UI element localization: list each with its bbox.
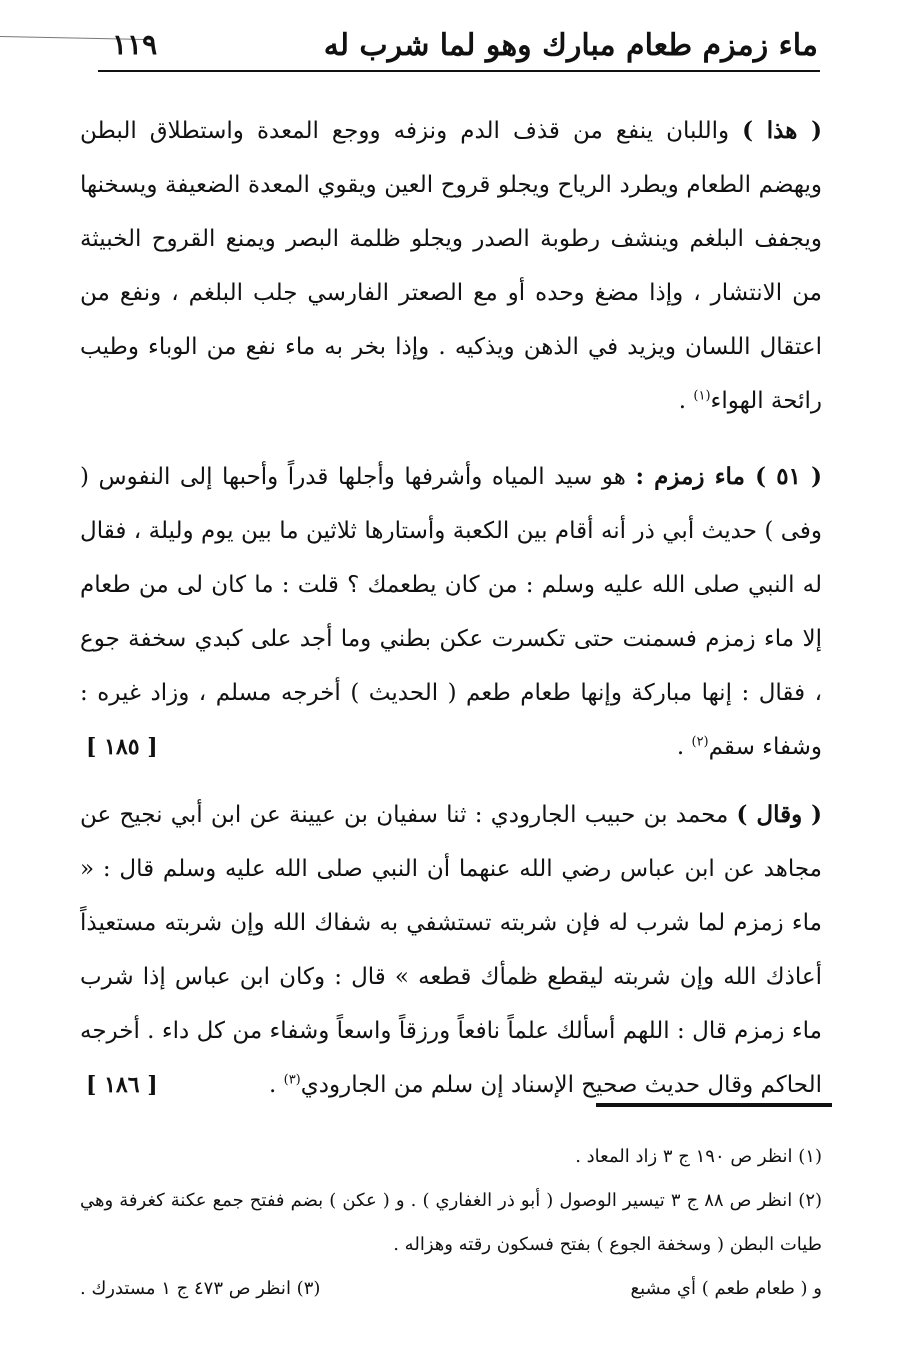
footnote-1: (١) انظر ص ١٩٠ ج ٣ زاد المعاد . xyxy=(575,1146,822,1167)
paragraph-text: محمد بن حبيب الجارودي : ثنا سفيان بن عيينة عن ابن أبي نجيح عن مجاهد عن ابن عباس رضي الله عنهما أن النبي صلى الله عليه وسلم قال : « ماء زمزم لما شرب له فإن شربته تستشفي به شفاك الله وإن شربته مستعيذاً أعاذك الله وإن شربته ليقطع ظمأك قطعه » قال : وكان ابن عباس إذا شرب ماء زمزم قال : اللهم أسألك علماً نافعاً ورزقاً واسعاً وشفاء من كل داء . أخرجه الحاكم وقال حديث صحيح الإسناد إن سلم من الجارودي xyxy=(80,802,822,1098)
footnote-3: (٣) انظر ص ٤٧٣ ج ١ مستدرك . xyxy=(80,1278,321,1299)
paragraph-tail: . xyxy=(678,388,694,414)
paragraph-frankincense xyxy=(80,104,822,428)
hadith-reference-number: [ ١٨٥ ] xyxy=(86,734,158,760)
footnote-marker: (٣) xyxy=(283,1072,301,1088)
paragraph-lead: ( هذا ) xyxy=(742,117,822,144)
footnote-separator xyxy=(596,1103,832,1107)
running-header xyxy=(98,22,818,68)
header-title: ماء زمزم طعام مبارك وهو لما شرب له xyxy=(323,28,818,63)
header-rule xyxy=(98,70,820,72)
footnote-line-last xyxy=(80,1267,822,1311)
paragraph-jarudi xyxy=(80,788,822,1112)
footnote-2: (٢) انظر ص ٨٨ ج ٣ تيسير الوصول ( أبو ذر الغفاري ) . و ( عكن ) بضم ففتح جمع عكنة كغرفة وهي طيات البطن ( وسخفة الجوع ) بفتح فسكون رقته وهزاله . xyxy=(80,1190,823,1255)
section-heading-zamzam: ( ٥١ ) ماء زمزم : xyxy=(635,463,823,490)
hadith-reference-number: [ ١٨٦ ] xyxy=(86,1072,158,1098)
footnote-marker: (٢) xyxy=(691,734,709,750)
paragraph-tail: . xyxy=(676,734,692,760)
paragraph-zamzam xyxy=(80,450,822,774)
paragraph-lead: ( وقال ) xyxy=(736,801,822,828)
paragraph-text: هو سيد المياه وأشرفها وأجلها قدراً وأحبها إلى النفوس ( وفى ) حديث أبي ذر أنه أقام بين الكعبة وأستارها ثلاثين ما بين يوم وليلة ، فقال له النبي صلى الله عليه وسلم : من كان يطعمك ؟ قلت : ما كان لى من طعام إلا ماء زمزم فسمنت حتى تكسرت عكن بطني وما أجد على كبدي سخفة جوع ، فقال : إنها مباركة وإنها طعام طعم ( الحديث ) أخرجه مسلم ، وزاد غيره : وشفاء سقم xyxy=(80,464,822,760)
main-text xyxy=(80,104,822,1130)
footnote-marker: (١) xyxy=(693,388,711,404)
paragraph-tail: . xyxy=(268,1072,284,1098)
footnotes xyxy=(80,1135,822,1311)
footnote-2-continued: و ( طعام طعم ) أي مشبع xyxy=(630,1278,822,1299)
page-number: ١١٩ xyxy=(112,28,158,61)
paragraph-text: واللبان ينفع من قذف الدم ونزفه ووجع المعدة واستطلاق البطن ويهضم الطعام ويطرد الرياح ويجلو قروح العين ويقوي المعدة الضعيفة ويسخنها ويجفف البلغم وينشف رطوبة الصدر ويجلو ظلمة البصر ويمنع القروح الخبيثة من الانتشار ، وإذا مضغ وحده أو مع الصعتر الفارسي جلب البلغم ، ونفع من اعتقال اللسان ويزيد في الذهن ويذكيه . وإذا بخر به ماء نفع من الوباء وطيب رائحة الهواء xyxy=(80,118,822,414)
